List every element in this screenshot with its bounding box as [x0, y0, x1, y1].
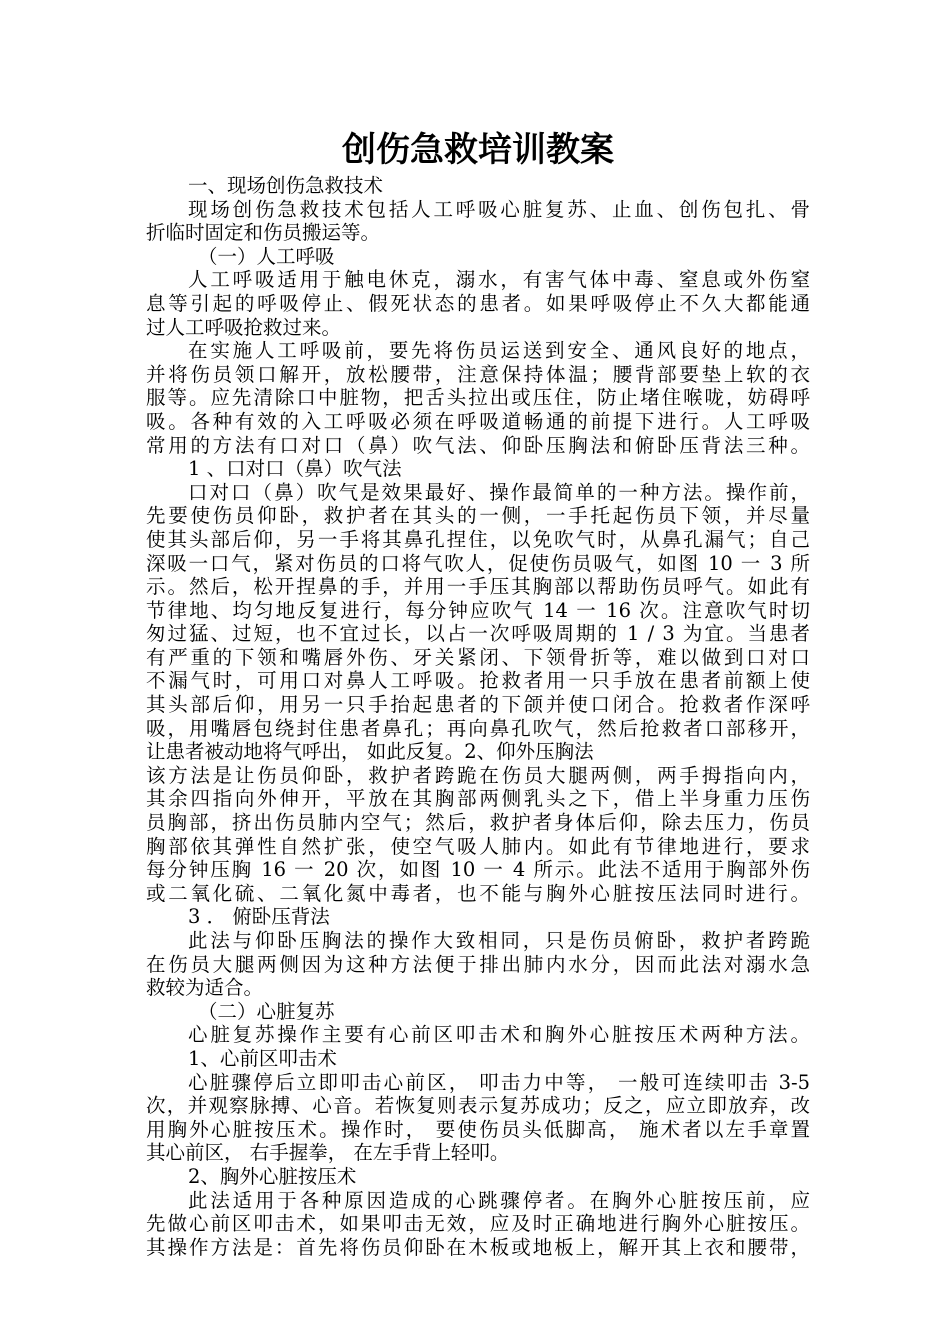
- text-line: 每分钟压胸 16 一 20 次，如图 10 一 4 所示。此法不适用于胸部外伤: [146, 858, 810, 882]
- text-line: 人工呼吸适用于触电休克，溺水，有害气体中毒、窒息或外伤窒: [188, 268, 810, 292]
- document-body: [146, 174, 810, 1259]
- text-line: 1 、口对口（鼻）吹气法: [188, 457, 402, 481]
- text-line: 让患者被动地将气呼出， 如此反复。2、仰外压胸法: [146, 740, 594, 764]
- text-line: 其操作方法是：首先将伤员仰卧在木板或地板上，解开其上衣和腰带，: [146, 1235, 810, 1259]
- text-line: 其头部后仰，用另一只手抬起患者的下颌并使口闭合。抢救者作深呼: [146, 693, 810, 717]
- text-line: 救较为适合。: [146, 976, 264, 1000]
- text-line: （一）人工呼吸: [198, 244, 335, 268]
- text-line: 一、现场创伤急救技术: [188, 174, 384, 197]
- text-line: 节律地、均匀地反复进行，每分钟应吹气 14 一 16 次。注意吹气时切: [146, 598, 810, 622]
- text-line: 有严重的下领和嘴唇外伤、牙关紧闭、下领骨折等，难以做到口对口: [146, 645, 810, 669]
- text-line: 1、心前区叩击术: [188, 1046, 337, 1070]
- text-line: 深吸一口气，紧对伤员的口将气吹人，促使伤员吸气，如图 10 一 3 所: [146, 551, 810, 575]
- text-line: 其余四指向外伸开，平放在其胸部两侧乳头之下，借上半身重力压伤: [146, 787, 810, 811]
- document-page: [146, 126, 810, 1259]
- text-line: 在伤员大腿两侧因为这种方法便于排出肺内水分，因而此法对溺水急: [146, 952, 810, 976]
- text-line: 过人工呼吸抢救过来。: [146, 315, 342, 339]
- text-line: 次，并观察脉搏、心音。若恢复则表示复苏成功；反之，应立即放弃，改: [146, 1094, 810, 1118]
- text-line: 并将伤员领口解开，放松腰带，注意保持体温；腰背部要垫上软的衣: [146, 362, 810, 386]
- text-line: 3 ． 俯卧压背法: [188, 905, 330, 929]
- text-line: 息等引起的呼吸停止、假死状态的患者。如果呼吸停止不久大都能通: [146, 291, 810, 315]
- text-line: 服等。应先清除口中脏物，把舌头拉出或压住，防止堵住喉咙，妨碍呼: [146, 386, 810, 410]
- text-line: 心脏骤停后立即叩击心前区， 叩击力中等， 一般可连续叩击 3-5: [188, 1070, 810, 1094]
- text-line: 员胸部，挤出伤员肺内空气；然后，救护者身体后仰，除去压力，伤员: [146, 811, 810, 835]
- text-line: 现场创伤急救技术包括人工呼吸心脏复苏、止血、创伤包扎、骨: [188, 197, 810, 221]
- text-line: 示。然后，松开捏鼻的手，并用一手压其胸部以帮助伤员呼气。如此有: [146, 575, 810, 599]
- text-line: 此法与仰卧压胸法的操作大致相同，只是伤员俯卧，救护者跨跪: [188, 929, 810, 952]
- text-line: 匆过猛、过短，也不宜过长，以占一次呼吸周期的 1 / 3 为宜。当患者: [146, 622, 810, 646]
- text-line: 口对口（鼻）吹气是效果最好、操作最简单的一种方法。操作前，: [188, 480, 810, 504]
- text-line: 2、胸外心脏按压术: [188, 1164, 357, 1188]
- text-line: 先要使伤员仰卧，救护者在其头的一侧，一手托起伤员下领，并尽量: [146, 504, 810, 528]
- document-title: 创伤急救培训教案: [342, 130, 614, 170]
- text-line: 心脏复苏操作主要有心前区叩击术和胸外心脏按压术两种方法。: [188, 1023, 810, 1047]
- text-line: 用胸外心脏按压术。操作时， 要使伤员头低脚高， 施术者以左手章置: [146, 1117, 810, 1141]
- text-line: （二）心脏复苏: [198, 999, 335, 1023]
- text-line: 使其头部后仰，另一手将其鼻孔捏住，以免吹气时，从鼻孔漏气；自己: [146, 527, 810, 551]
- text-line: 折临时固定和伤员搬运等。: [146, 221, 381, 245]
- text-line: 其心前区， 右手握拳， 在左手背上轻叩。: [146, 1141, 510, 1165]
- text-line: 吸，用嘴唇包绕封住患者鼻孔；再向鼻孔吹气，然后抢救者口部移开，: [146, 716, 810, 740]
- text-line: 常用的方法有口对口（鼻）吹气法、仰卧压胸法和俯卧压背法三种。: [146, 433, 810, 457]
- text-line: 在实施人工呼吸前，要先将伤员运送到安全、通风良好的地点，: [188, 339, 810, 363]
- text-line: 胸部依其弹性自然扩张，使空气吸人肺内。如此有节律地进行，要求: [146, 834, 810, 858]
- text-line: 不漏气时，可用口对鼻人工呼吸。抢救者用一只手放在患者前额上使: [146, 669, 810, 693]
- text-line: 吸。各种有效的入工呼吸必须在呼吸道畅通的前提下进行。人工呼吸: [146, 409, 810, 433]
- text-line: 该方法是让伤员仰卧，救护者跨跪在伤员大腿两侧，两手拇指向内，: [146, 763, 810, 787]
- text-line: 先做心前区叩击术，如果叩击无效，应及时正确地进行胸外心脏按压。: [146, 1212, 810, 1236]
- text-line: 或二氧化硫、二氧化氮中毒者，也不能与胸外心脏按压法同时进行。: [146, 881, 810, 905]
- text-line: 此法适用于各种原因造成的心跳骤停者。在胸外心脏按压前，应: [188, 1188, 810, 1212]
